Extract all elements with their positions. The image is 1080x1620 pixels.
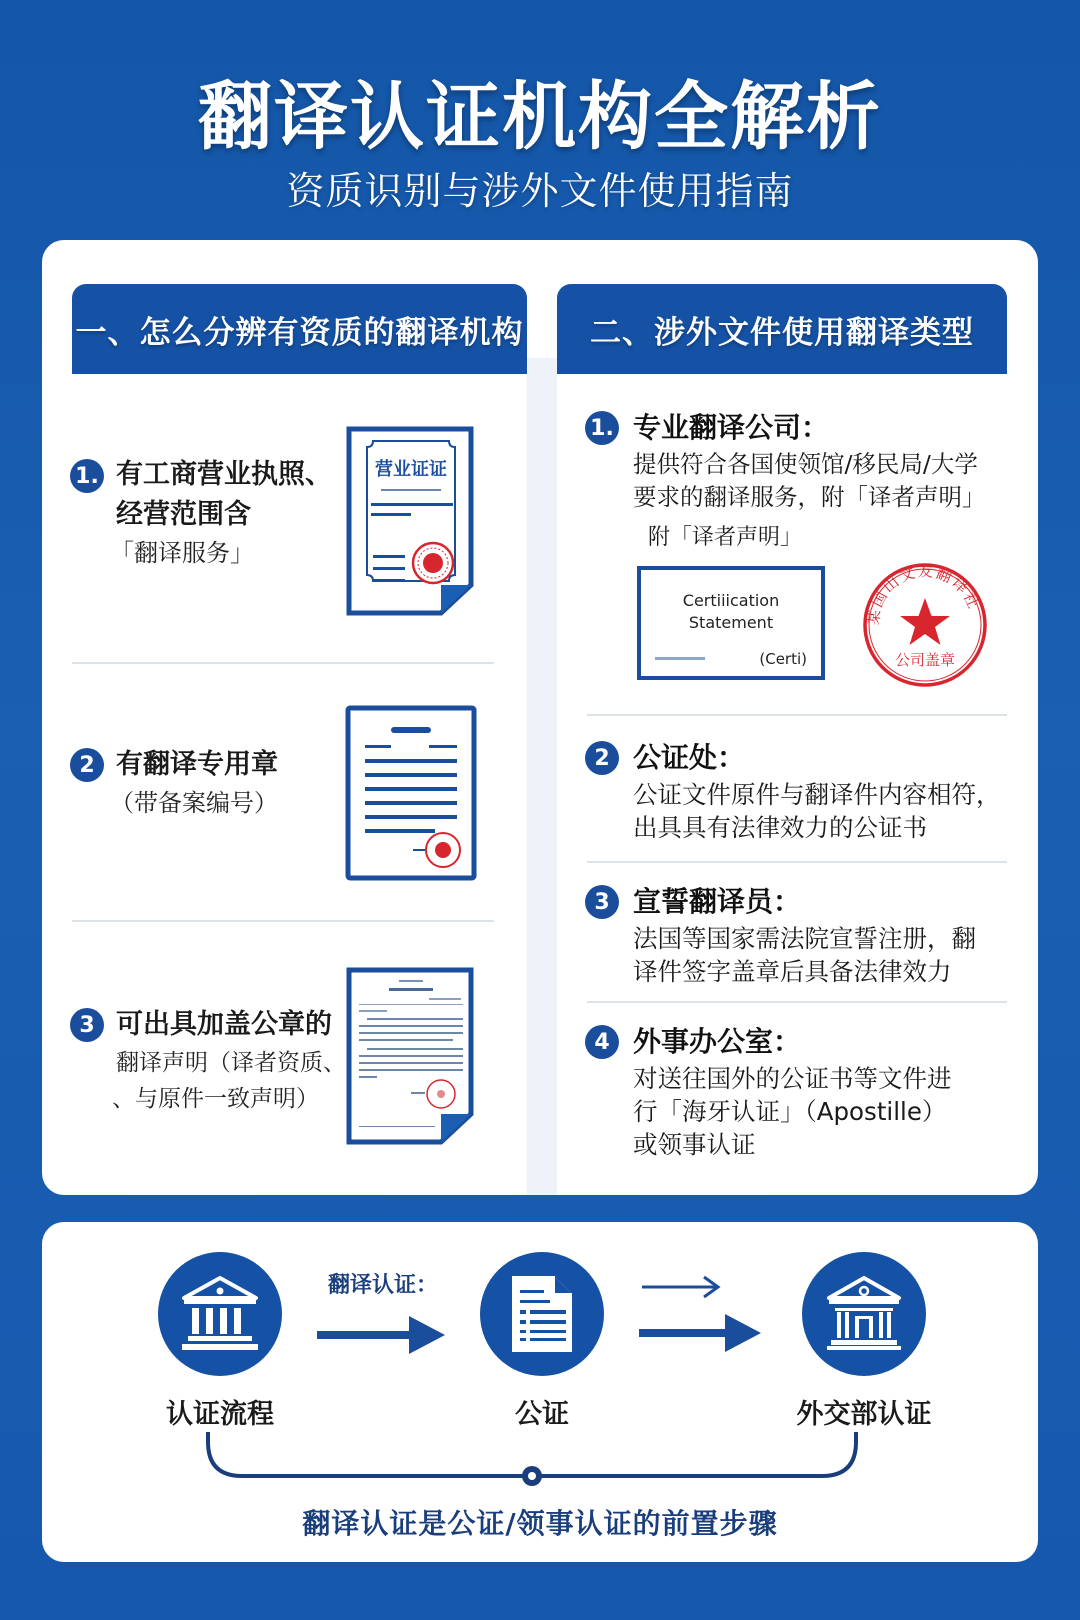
arrow-right-icon	[639, 1312, 763, 1354]
number-badge-1: 1.	[70, 459, 104, 493]
translation-type-3	[585, 882, 1025, 988]
certificate-corner-text: (Certi)	[759, 650, 807, 668]
flow-step-1-circle	[158, 1252, 282, 1376]
thin-arrow-right-icon	[642, 1274, 722, 1300]
item-1-line-1: 有工商营业执照、	[116, 459, 332, 490]
flow-step-3-label: 外交部认证	[796, 1399, 932, 1430]
divider	[72, 662, 494, 664]
company-seal-stamp-icon	[860, 560, 990, 690]
translation-type-4	[585, 1022, 1025, 1161]
item-3-line-1: 可出具加盖公章的	[116, 1009, 332, 1040]
certificate-line-1: Certiiication	[682, 591, 780, 610]
government-building-icon	[825, 1276, 903, 1352]
type-4-title: 外事办公室：	[633, 1025, 802, 1058]
certificate-line-2: Statement	[688, 613, 774, 632]
type-1-title: 专业翻译公司：	[633, 411, 830, 444]
page-subtitle: 资质识别与涉外文件使用指南	[286, 169, 794, 213]
number-badge-3: 3	[70, 1008, 104, 1042]
type-4-line-2: 行「海牙认证」（Apostille）	[633, 1097, 947, 1126]
certification-flow-card	[42, 1222, 1038, 1562]
page-title: 翻译认证机构全解析	[198, 74, 882, 160]
divider	[587, 714, 1007, 716]
section-heading-qualification: 一、怎么分辨有资质的翻译机构	[72, 284, 527, 374]
certificate-label: 附「译者声明」	[648, 525, 803, 550]
type-3-line-2: 译件签字盖章后具备法律效力	[633, 957, 952, 986]
flow-step-1-label: 认证流程	[166, 1399, 274, 1430]
item-1-line-3: 「翻译服务」	[110, 539, 254, 567]
translation-type-2	[585, 738, 1025, 844]
type-3-line-1: 法国等国家需法院宣誓注册，翻	[633, 924, 976, 953]
divider	[587, 861, 1007, 863]
type-2-title: 公证处：	[633, 741, 746, 774]
arrow-label: 翻译认证：	[328, 1273, 439, 1298]
document-icon	[510, 1274, 574, 1354]
bracket-connector	[202, 1432, 862, 1488]
number-badge-2: 2	[585, 741, 619, 775]
bank-building-icon	[180, 1276, 260, 1352]
flow-caption: 翻译认证是公证/领事认证的前置步骤	[302, 1507, 778, 1540]
type-4-line-3: 或领事认证	[633, 1130, 756, 1159]
translation-type-1	[585, 408, 1025, 514]
item-2-line-2: （带备案编号）	[110, 789, 278, 817]
type-1-line-2: 要求的翻译服务，附「译者声明」	[633, 483, 986, 511]
type-4-line-1: 对送往国外的公证书等文件进	[633, 1064, 952, 1093]
type-1-line-1: 提供符合各国使领馆/移民局/大学	[633, 450, 978, 478]
type-2-line-1: 公证文件原件与翻译件内容相符，	[633, 780, 1001, 809]
arrow-right-icon	[317, 1314, 447, 1356]
signature-line	[655, 657, 705, 660]
svg-text:公司盖章: 公司盖章	[894, 651, 956, 669]
column-separator	[527, 358, 557, 1195]
item-1-line-2: 经营范围含	[116, 499, 251, 530]
document-with-seal-icon	[345, 705, 477, 881]
business-license-certificate-icon	[345, 425, 477, 617]
section-heading-translation-types: 二、涉外文件使用翻译类型	[557, 284, 1007, 374]
item-2-line-1: 有翻译专用章	[116, 749, 278, 780]
item-3-line-3: 、与原件一致声明）	[112, 1086, 319, 1112]
translation-statement-document-icon	[345, 966, 477, 1146]
flow-step-2-circle	[480, 1252, 604, 1376]
number-badge-4: 4	[585, 1025, 619, 1059]
type-3-title: 宣誓翻译员：	[633, 885, 802, 918]
number-badge-2: 2	[70, 748, 104, 782]
item-3-line-2: 翻译声明（译者资质、	[116, 1050, 346, 1076]
certification-statement-card	[637, 566, 825, 680]
svg-text:营业证证: 营业证证	[375, 459, 447, 480]
divider	[72, 920, 494, 922]
flow-step-3-circle	[802, 1252, 926, 1376]
number-badge-3: 3	[585, 885, 619, 919]
flow-step-2-label: 公证	[515, 1399, 569, 1430]
number-badge-1: 1.	[585, 411, 619, 445]
svg-text:某国山文友翻译社: 某国山文友翻译社	[864, 562, 984, 627]
type-2-line-2: 出具具有法律效力的公证书	[633, 813, 927, 842]
divider	[587, 1001, 1007, 1003]
